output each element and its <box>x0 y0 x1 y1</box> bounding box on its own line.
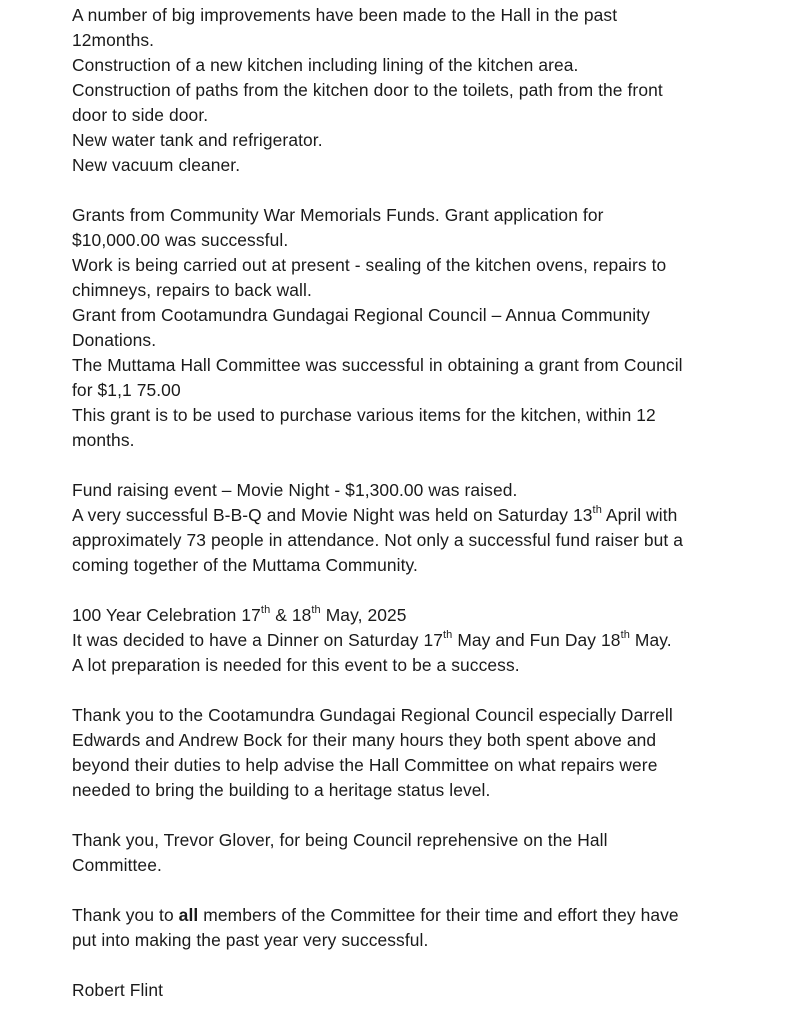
text-line: Construction of a new kitchen including lining of the kitchen area. <box>72 55 579 75</box>
ordinal-suffix: th <box>620 629 630 642</box>
text-segment: May and Fun Day 18 <box>452 630 621 650</box>
text-segment: April with <box>601 505 678 525</box>
text-segment: 100 Year Celebration 17 <box>72 605 261 625</box>
paragraph-thanks-trevor <box>72 828 772 878</box>
text-line: New vacuum cleaner. <box>72 155 241 175</box>
paragraph-celebration <box>72 603 772 678</box>
paragraph-grants <box>72 203 772 453</box>
text-line <box>72 628 772 653</box>
text-line: put into making the past year very successful. <box>72 930 429 950</box>
text-line: Construction of paths from the kitchen door to the toilets, path from the front <box>72 80 663 100</box>
paragraph-spacer <box>72 878 772 903</box>
text-line <box>72 603 772 628</box>
paragraph-spacer <box>72 178 772 203</box>
text-line: $10,000.00 was successful. <box>72 230 289 250</box>
text-line: Committee. <box>72 855 162 875</box>
text-line: 12months. <box>72 30 155 50</box>
paragraph-improvements <box>72 3 772 178</box>
paragraph-fundraising <box>72 478 772 578</box>
text-line: door to side door. <box>72 105 209 125</box>
text-line: needed to bring the building to a heritage status level. <box>72 780 491 800</box>
text-line: A number of big improvements have been made to the Hall in the past <box>72 5 618 25</box>
text-line: months. <box>72 430 135 450</box>
text-line: for $1,1 75.00 <box>72 380 181 400</box>
text-segment: Thank you to <box>72 905 179 925</box>
text-line: Edwards and Andrew Bock for their many hours they both spent above and <box>72 730 657 750</box>
paragraph-spacer <box>72 453 772 478</box>
text-line <box>72 903 772 928</box>
paragraph-spacer <box>72 803 772 828</box>
text-segment: It was decided to have a Dinner on Saturday 17 <box>72 630 444 650</box>
text-line: A lot preparation is needed for this event to be a success. <box>72 655 520 675</box>
ordinal-suffix: th <box>592 504 602 517</box>
text-line: New water tank and refrigerator. <box>72 130 323 150</box>
emphasis-text: all <box>178 905 199 925</box>
text-line: Fund raising event – Movie Night - $1,300.00 was raised. <box>72 480 518 500</box>
text-segment: May. <box>629 630 672 650</box>
ordinal-suffix: th <box>260 604 271 617</box>
text-line: Grant from Cootamundra Gundagai Regional Council – Annua Community <box>72 305 650 325</box>
text-line <box>72 503 772 528</box>
document-body <box>72 3 772 1003</box>
text-line: Donations. <box>72 330 157 350</box>
ordinal-suffix: th <box>311 604 321 617</box>
text-segment: May, 2025 <box>320 605 407 625</box>
paragraph-thanks-all <box>72 903 772 953</box>
text-line: coming together of the Muttama Community. <box>72 555 418 575</box>
text-segment: members of the Committee for their time and effort they have <box>198 905 679 925</box>
text-line: This grant is to be used to purchase various items for the kitchen, within 12 <box>72 405 656 425</box>
signature-name: Robert Flint <box>72 980 164 1000</box>
ordinal-suffix: th <box>443 629 453 642</box>
text-line: beyond their duties to help advise the Hall Committee on what repairs were <box>72 755 658 775</box>
paragraph-spacer <box>72 953 772 978</box>
text-line: Grants from Community War Memorials Funds. Grant application for <box>72 205 604 225</box>
text-segment: & 18 <box>270 605 312 625</box>
paragraph-thanks-council <box>72 703 772 803</box>
paragraph-spacer <box>72 678 772 703</box>
paragraph-spacer <box>72 578 772 603</box>
text-segment: A very successful B-B-Q and Movie Night was held on Saturday 13 <box>72 505 593 525</box>
text-line: Work is being carried out at present - sealing of the kitchen ovens, repairs to <box>72 255 667 275</box>
text-line: approximately 73 people in attendance. Not only a successful fund raiser but a <box>72 530 684 550</box>
text-line: chimneys, repairs to back wall. <box>72 280 312 300</box>
text-line: Thank you, Trevor Glover, for being Council reprehensive on the Hall <box>72 830 608 850</box>
text-line: The Muttama Hall Committee was successful in obtaining a grant from Council <box>72 355 683 375</box>
text-line: Thank you to the Cootamundra Gundagai Regional Council especially Darrell <box>72 705 673 725</box>
